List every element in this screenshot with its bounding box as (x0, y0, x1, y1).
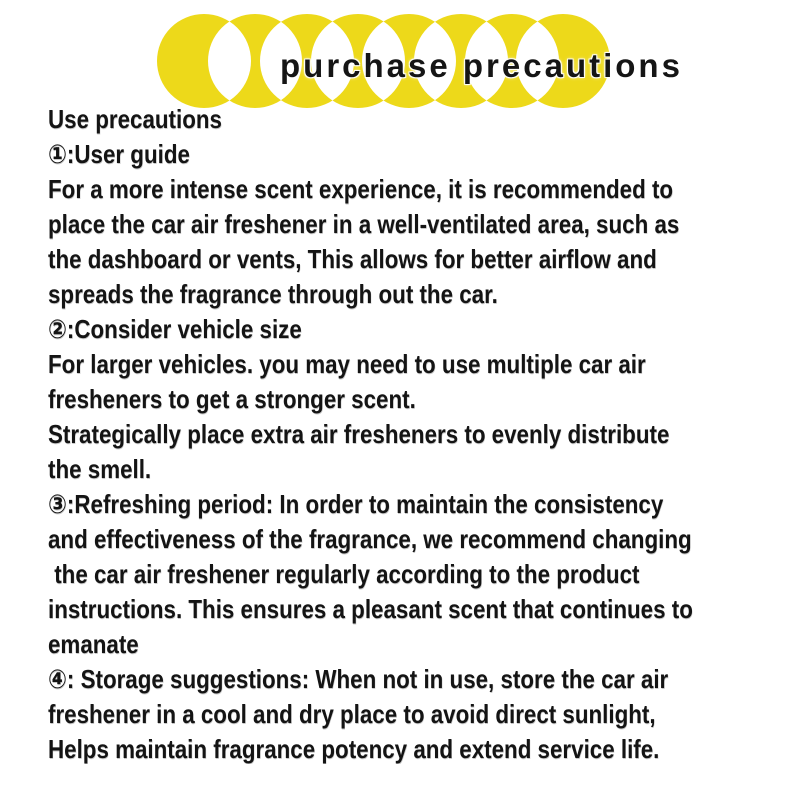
precaution-line-10: the smell. (48, 454, 152, 484)
precautions-text-block (48, 102, 788, 767)
precaution-line-11: ③:Refreshing period: In order to maintain the consistency (48, 489, 664, 519)
precaution-heading: Use precautions (48, 104, 222, 134)
precaution-line-13: the car air freshener regularly according to the product (48, 559, 640, 589)
precaution-line-17: freshener in a cool and dry place to avoid direct sunlight, (48, 699, 656, 729)
precaution-line-12: and effectiveness of the fragrance, we recommend changing (48, 524, 692, 554)
precaution-line-2: For a more intense scent experience, it is recommended to (48, 174, 674, 204)
precaution-line-5: spreads the fragrance through out the car. (48, 279, 498, 309)
precaution-line-18: Helps maintain fragrance potency and extend service life. (48, 734, 660, 764)
precaution-line-1: ①:User guide (48, 139, 190, 169)
page-title: purchase precautions (280, 47, 683, 84)
precaution-line-6: ②:Consider vehicle size (48, 314, 302, 344)
precaution-line-15: emanate (48, 629, 139, 659)
precaution-line-3: place the car air freshener in a well-ventilated area, such as (48, 209, 680, 239)
precaution-line-16: ④: Storage suggestions: When not in use, store the car air (48, 664, 669, 694)
precaution-line-14: instructions. This ensures a pleasant scent that continues to (48, 594, 693, 624)
precaution-line-4: the dashboard or vents, This allows for better airflow and (48, 244, 657, 274)
precaution-line-7: For larger vehicles. you may need to use multiple car air (48, 349, 646, 379)
precaution-line-8: fresheners to get a stronger scent. (48, 384, 416, 414)
precaution-line-9: Strategically place extra air fresheners to evenly distribute (48, 419, 670, 449)
